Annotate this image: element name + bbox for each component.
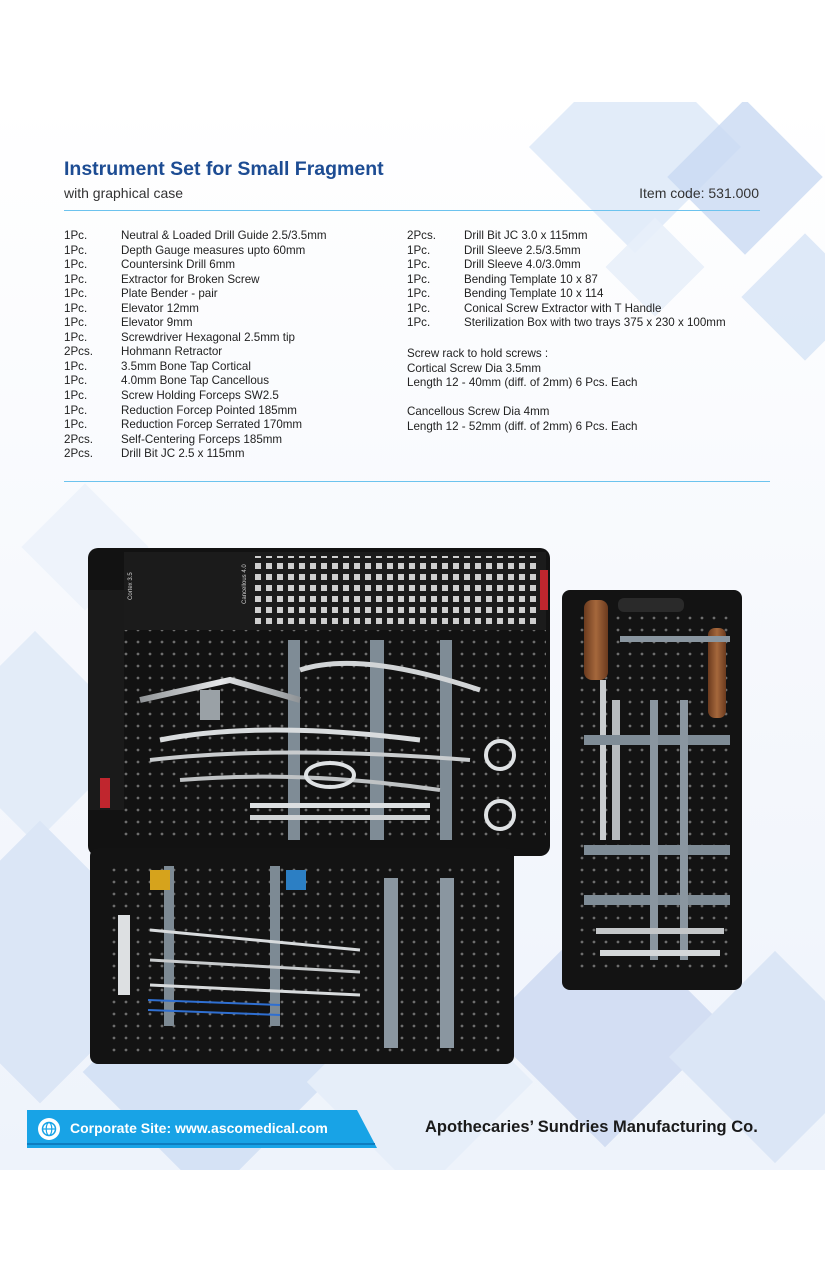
item-name: 4.0mm Bone Tap Cancellous — [121, 374, 270, 388]
item-name: Conical Screw Extractor with T Handle — [464, 301, 662, 315]
item-quantity: 1Pc. — [64, 287, 88, 301]
item-quantity: 1Pc. — [64, 330, 88, 344]
item-quantity: 1Pc. — [64, 301, 88, 315]
item-quantity: 1Pc. — [64, 316, 88, 330]
cancellous-screw-spec: Cancellous Screw Dia 4mm — [407, 405, 550, 419]
item-name: Extractor for Broken Screw — [121, 272, 260, 286]
item-name: 3.5mm Bone Tap Cortical — [121, 359, 251, 373]
item-quantity: 2Pcs. — [64, 432, 93, 446]
instrument-tray-left — [90, 848, 514, 1064]
item-quantity: 1Pc. — [64, 374, 88, 388]
item-name: Self-Centering Forceps 185mm — [121, 432, 283, 446]
item-name: Screwdriver Hexagonal 2.5mm tip — [121, 330, 295, 344]
item-name: Bending Template 10 x 114 — [464, 287, 604, 301]
item-name: Drill Bit JC 3.0 x 115mm — [464, 229, 588, 242]
item-quantity: 1Pc. — [64, 258, 88, 272]
item-name: Drill Sleeve 2.5/3.5mm — [464, 243, 581, 257]
page-subtitle: with graphical case — [64, 185, 184, 201]
box-label-cortex: Cortex 3.5 — [128, 572, 134, 600]
cancellous-length-spec: Length 12 - 52mm (diff. of 2mm) 6 Pcs. Each — [407, 419, 638, 433]
item-name: Reduction Forcep Serrated 170mm — [121, 418, 303, 432]
item-quantity: 1Pc. — [407, 258, 431, 272]
item-name: Hohmann Retractor — [121, 345, 223, 359]
item-name: Screw Holding Forceps SW2.5 — [121, 389, 279, 403]
item-quantity: 2Pcs. — [64, 345, 93, 359]
item-quantity: 1Pc. — [407, 243, 431, 257]
item-quantity: 1Pc. — [64, 418, 88, 432]
item-name: Neutral & Loaded Drill Guide 2.5/3.5mm — [121, 229, 327, 242]
company-name: Apothecaries’ Sundries Manufacturing Co. — [425, 1118, 758, 1136]
cortical-length-spec: Length 12 - 40mm (diff. of 2mm) 6 Pcs. Each — [407, 376, 638, 390]
corporate-site-link[interactable]: Corporate Site: www.ascomedical.com — [70, 1120, 328, 1136]
item-quantity: 1Pc. — [64, 359, 88, 373]
cortical-screw-spec: Cortical Screw Dia 3.5mm — [407, 361, 542, 375]
item-quantity: 1Pc. — [64, 389, 88, 403]
instrument-tray-right — [562, 590, 742, 990]
item-name: Countersink Drill 6mm — [121, 258, 236, 272]
globe-icon — [38, 1118, 60, 1140]
item-quantity: 1Pc. — [64, 403, 88, 417]
item-quantity: 1Pc. — [407, 287, 431, 301]
item-quantity: 1Pc. — [64, 272, 88, 286]
box-label-cancellous: Cancellous 4.0 — [242, 564, 248, 604]
item-name: Plate Bender - pair — [121, 287, 218, 301]
item-name: Drill Bit JC 2.5 x 115mm — [121, 447, 245, 461]
page-title: Instrument Set for Small Fragment — [64, 158, 384, 180]
item-name: Elevator 12mm — [121, 301, 199, 315]
item-name: Depth Gauge measures upto 60mm — [121, 243, 306, 257]
screw-rack-heading: Screw rack to hold screws : — [407, 347, 549, 360]
item-name: Elevator 9mm — [121, 316, 193, 330]
item-name: Drill Sleeve 4.0/3.0mm — [464, 258, 581, 272]
item-quantity: 1Pc. — [64, 229, 88, 242]
item-quantity: 2Pcs. — [407, 229, 436, 242]
sterilization-box — [88, 548, 550, 856]
item-name: Reduction Forcep Pointed 185mm — [121, 403, 297, 417]
item-quantity: 2Pcs. — [64, 447, 93, 461]
item-name: Sterilization Box with two trays 375 x 230 x 100mm — [464, 316, 726, 330]
item-quantity: 1Pc. — [407, 301, 431, 315]
item-name: Bending Template 10 x 87 — [464, 272, 598, 286]
item-quantity: 1Pc. — [407, 316, 431, 330]
item-code: Item code: 531.000 — [639, 185, 759, 201]
item-quantity: 1Pc. — [407, 272, 431, 286]
item-quantity: 1Pc. — [64, 243, 88, 257]
